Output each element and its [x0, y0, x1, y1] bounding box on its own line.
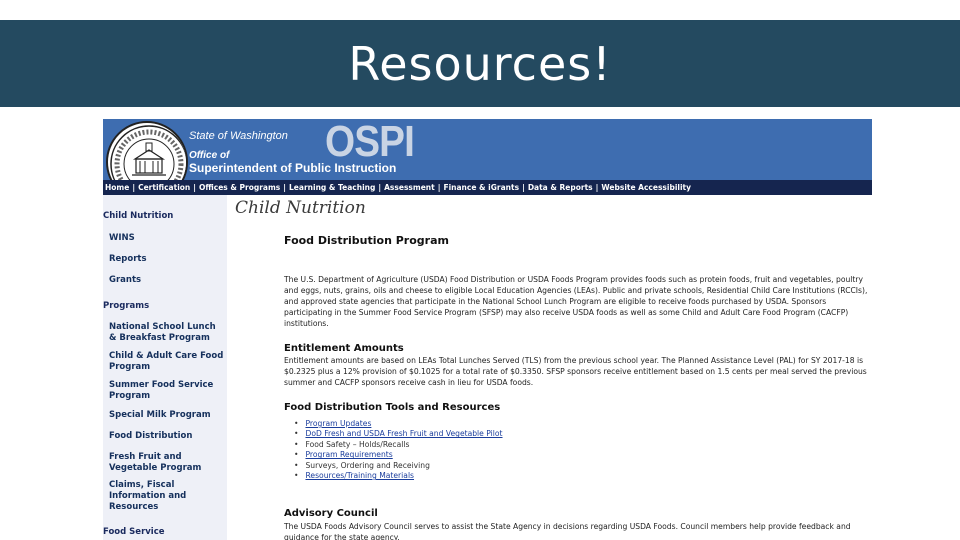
nav-website-accessibility[interactable]: Website Accessibility [601, 183, 692, 192]
sidebar-item-child-adult-care[interactable]: Child & Adult Care Food Program [109, 351, 224, 372]
sidebar-item-special-milk[interactable]: Special Milk Program [109, 410, 211, 420]
sidebar-item-food-distribution[interactable]: Food Distribution [109, 431, 193, 441]
state-label: State of Washington [189, 130, 288, 142]
nav-assessment[interactable]: Assessment [384, 183, 435, 192]
section-heading: Child Nutrition [235, 198, 366, 218]
nav-separator: | [522, 183, 525, 192]
nav-learning-teaching[interactable]: Learning & Teaching [289, 183, 376, 192]
advisory-heading: Advisory Council [284, 508, 378, 519]
website-screenshot [103, 119, 872, 540]
list-item [294, 461, 503, 471]
list-item[interactable] [294, 429, 503, 439]
nav-separator: | [283, 183, 287, 192]
nav-separator: | [437, 183, 441, 192]
sidebar-item-fresh-fruit[interactable]: Fresh Fruit and Vegetable Program [109, 452, 202, 473]
slide-title: Resources! [348, 36, 612, 91]
sidebar-heading-programs[interactable]: Programs [103, 301, 150, 311]
left-sidebar [103, 195, 227, 540]
sidebar-heading-food-service[interactable]: Food Service [103, 527, 165, 537]
nav-finance-igrants[interactable]: Finance & iGrants [443, 183, 520, 192]
resource-link-program-updates[interactable]: Program Updates [305, 419, 372, 428]
entitlement-heading: Entitlement Amounts [284, 343, 404, 354]
ospi-logo[interactable]: OSPI [325, 119, 415, 166]
sidebar-item-claims-fiscal[interactable]: Claims, Fiscal Information and Resources [109, 480, 187, 512]
site-banner [103, 119, 872, 180]
list-item[interactable] [294, 450, 503, 460]
sidebar-item-grants[interactable]: Grants [109, 275, 142, 285]
list-item[interactable] [294, 471, 503, 481]
page-title: Food Distribution Program [284, 234, 449, 247]
sidebar-item-wins[interactable]: WINS [109, 233, 135, 243]
nav-separator: | [193, 183, 197, 192]
sidebar-item-national-school-lunch[interactable]: National School Lunch & Breakfast Program [109, 322, 216, 343]
sidebar-item-reports[interactable]: Reports [109, 254, 147, 264]
office-of-label: Office of [189, 150, 230, 161]
sidebar-item-summer-food-service[interactable]: Summer Food Service Program [109, 380, 214, 401]
slide-title-bar [0, 20, 960, 107]
intro-paragraph: The U.S. Department of Agriculture (USDA) Food Distribution or USDA Foods Program provides foods such as protein foods, fruit and vegetables, poultry and eggs, nuts, grains, oils and cheese to eligible Local Education Agencies (LEAs). Public and private schools, Residential Child Care Institutions (RCCIs), and approved state agencies that participate in the National School Lunch Program are eligible to receive foods purchased by USDA. Sponsors participating in the Summer Food Service Program (SFSP) may also receive USDA foods as well as some Child and Adult Care Food Program (CACFP) institutions. [284, 275, 868, 328]
nav-offices-programs[interactable]: Offices & Programs [199, 183, 281, 192]
tools-list [294, 419, 503, 481]
resource-link-program-requirements[interactable]: Program Requirements [305, 450, 393, 460]
entitlement-paragraph: Entitlement amounts are based on LEAs Total Lunches Served (TLS) from the previous school year. The Planned Assistance Level (PAL) for SY 2017-18 is $0.2325 plus a 12% provision of $0.1025 for a total rate of $0.3350. SFSP sponsors receive entitlement based on 1.5 cents per meal served the previous summer and CACFP sponsors receive cash in lieu for USDA foods. [284, 356, 867, 387]
main-content [227, 195, 872, 540]
advisory-paragraph: The USDA Foods Advisory Council serves to assist the State Agency in decisions regarding USDA Foods. Council members help provide feedback and guidance for the state agency. [284, 522, 851, 540]
nav-separator: | [595, 183, 599, 192]
nav-data-reports[interactable]: Data & Reports [527, 183, 593, 192]
resource-link-dod-fresh[interactable]: DoD Fresh and USDA Fresh Fruit and Vegetable Pilot [305, 429, 503, 439]
resource-food-safety: Food Safety – Holds/Recalls [305, 439, 410, 449]
resource-link-training-materials[interactable]: Resources/Training Materials [305, 471, 415, 481]
nav-home[interactable]: Home [105, 183, 130, 192]
office-name: Superintendent of Public Instruction [189, 161, 397, 175]
top-nav [103, 180, 872, 195]
tools-heading: Food Distribution Tools and Resources [284, 402, 501, 413]
nav-separator: | [132, 183, 136, 192]
list-item [294, 440, 503, 450]
nav-certification[interactable]: Certification [138, 183, 191, 192]
nav-separator: | [378, 183, 382, 192]
sidebar-heading-child-nutrition[interactable]: Child Nutrition [103, 211, 174, 221]
list-item[interactable] [294, 419, 503, 429]
resource-surveys-ordering: Surveys, Ordering and Receiving [305, 460, 430, 470]
